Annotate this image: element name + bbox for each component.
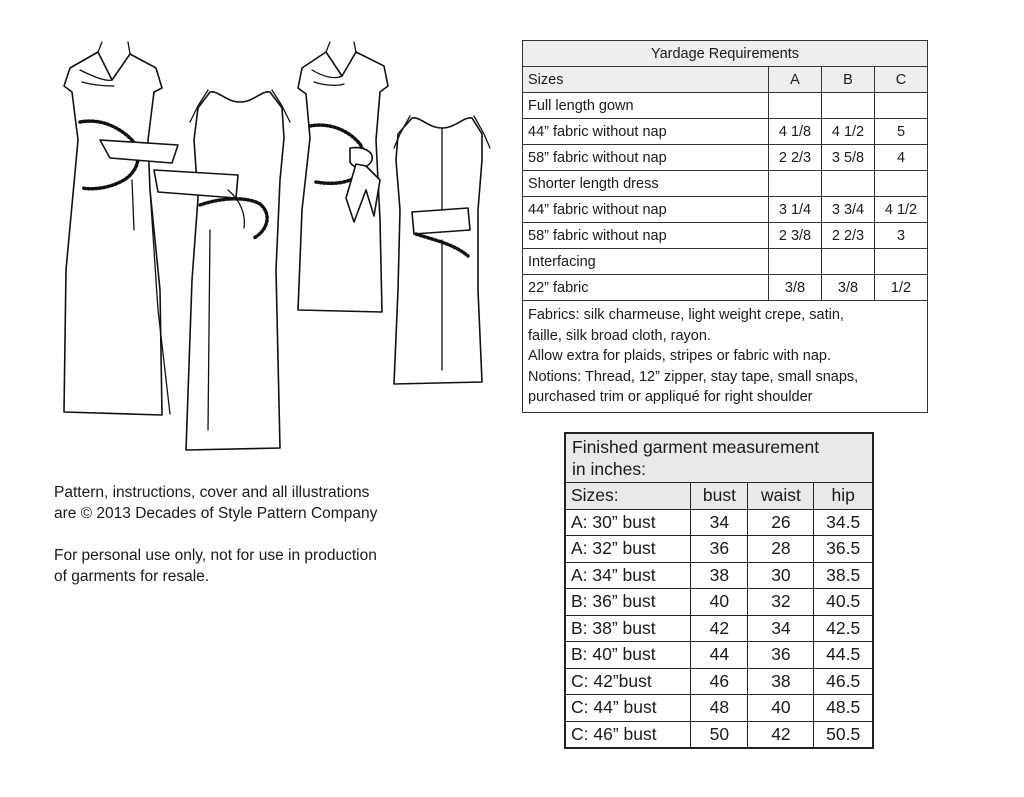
finished-title [565, 433, 873, 483]
finished-title-line: in inches: [572, 459, 646, 479]
finished-row [565, 615, 873, 642]
finished-row [565, 642, 873, 669]
finished-row [565, 509, 873, 536]
yardage-row-label: Full length gown [523, 93, 769, 119]
finished-waist: 32 [748, 589, 814, 616]
yardage-value-a: 2 3/8 [769, 223, 822, 249]
yardage-row [523, 145, 928, 171]
finished-hip: 40.5 [814, 589, 873, 616]
notes-line: Fabrics: silk charmeuse, light weight crepe, satin, [528, 307, 844, 323]
finished-header-bust: bust [691, 483, 748, 510]
finished-waist: 26 [748, 509, 814, 536]
yardage-row-label: Interfacing [523, 249, 769, 275]
finished-row [565, 721, 873, 748]
yardage-row-label: 22” fabric [523, 275, 769, 301]
garment-illustrations [50, 30, 500, 460]
yardage-row-label: 58” fabric without nap [523, 145, 769, 171]
usage-line: For personal use only, not for use in production [54, 547, 377, 564]
yardage-value-b [822, 171, 875, 197]
finished-row [565, 536, 873, 563]
finished-size: A: 32” bust [565, 536, 691, 563]
finished-waist: 38 [748, 668, 814, 695]
finished-size: C: 44” bust [565, 695, 691, 722]
yardage-value-c: 3 [875, 223, 928, 249]
yardage-title: Yardage Requirements [523, 41, 928, 67]
finished-header-row [565, 483, 873, 510]
finished-hip: 38.5 [814, 562, 873, 589]
yardage-header-a: A [769, 67, 822, 93]
yardage-row-label: 44” fabric without nap [523, 197, 769, 223]
yardage-value-b: 3 5/8 [822, 145, 875, 171]
yardage-row [523, 249, 928, 275]
finished-size: C: 46” bust [565, 721, 691, 748]
finished-bust: 38 [691, 562, 748, 589]
yardage-value-c: 4 1/2 [875, 197, 928, 223]
yardage-value-a: 2 2/3 [769, 145, 822, 171]
yardage-row [523, 171, 928, 197]
yardage-requirements-table [522, 40, 928, 413]
finished-waist: 36 [748, 642, 814, 669]
finished-measurements-table [564, 432, 874, 749]
notes-line: Notions: Thread, 12” zipper, stay tape, small snaps, [528, 368, 859, 385]
yardage-value-a [769, 249, 822, 275]
finished-size: B: 38” bust [565, 615, 691, 642]
yardage-row [523, 223, 928, 249]
copyright-line: are © 2013 Decades of Style Pattern Company [54, 505, 378, 522]
finished-header-sizes: Sizes: [565, 483, 691, 510]
yardage-header-row [523, 67, 928, 93]
finished-size: B: 36” bust [565, 589, 691, 616]
yardage-row-label: 58” fabric without nap [523, 223, 769, 249]
yardage-header-b: B [822, 67, 875, 93]
finished-waist: 30 [748, 562, 814, 589]
yardage-value-c [875, 93, 928, 119]
finished-title-line: Finished garment measurement [572, 437, 820, 457]
finished-waist: 40 [748, 695, 814, 722]
yardage-row-label: 44” fabric without nap [523, 119, 769, 145]
finished-header-waist: waist [748, 483, 814, 510]
finished-waist: 42 [748, 721, 814, 748]
finished-hip: 44.5 [814, 642, 873, 669]
finished-hip: 46.5 [814, 668, 873, 695]
finished-hip: 48.5 [814, 695, 873, 722]
yardage-value-a [769, 93, 822, 119]
notes-line: Allow extra for plaids, stripes or fabric with nap. [528, 348, 832, 364]
finished-hip: 36.5 [814, 536, 873, 563]
finished-size: A: 30” bust [565, 509, 691, 536]
finished-bust: 40 [691, 589, 748, 616]
finished-bust: 48 [691, 695, 748, 722]
finished-hip: 42.5 [814, 615, 873, 642]
finished-bust: 34 [691, 509, 748, 536]
yardage-value-c: 4 [875, 145, 928, 171]
yardage-value-a: 3/8 [769, 275, 822, 301]
finished-bust: 46 [691, 668, 748, 695]
yardage-notes [523, 301, 928, 413]
finished-waist: 34 [748, 615, 814, 642]
finished-row [565, 562, 873, 589]
finished-row [565, 695, 873, 722]
finished-waist: 28 [748, 536, 814, 563]
yardage-title-row [523, 41, 928, 67]
yardage-value-a [769, 171, 822, 197]
finished-header-hip: hip [814, 483, 873, 510]
yardage-value-b: 2 2/3 [822, 223, 875, 249]
finished-title-row [565, 433, 873, 483]
finished-hip: 34.5 [814, 509, 873, 536]
yardage-header-sizes: Sizes [523, 67, 769, 93]
yardage-value-b [822, 93, 875, 119]
yardage-value-c [875, 249, 928, 275]
yardage-value-b [822, 249, 875, 275]
yardage-value-b: 3 3/4 [822, 197, 875, 223]
yardage-header-c: C [875, 67, 928, 93]
yardage-row [523, 93, 928, 119]
view-short-dress-back [394, 116, 490, 384]
yardage-value-c: 1/2 [875, 275, 928, 301]
notes-line: purchased trim or appliqué for right shoulder [528, 389, 813, 405]
finished-size: B: 40” bust [565, 642, 691, 669]
notes-line: faille, silk broad cloth, rayon. [528, 327, 711, 344]
yardage-row [523, 119, 928, 145]
yardage-value-c: 5 [875, 119, 928, 145]
copyright-notice [54, 482, 474, 608]
copyright-line: Pattern, instructions, cover and all illustrations [54, 484, 370, 501]
finished-hip: 50.5 [814, 721, 873, 748]
finished-bust: 44 [691, 642, 748, 669]
view-short-dress-front [298, 42, 388, 312]
finished-size: A: 34” bust [565, 562, 691, 589]
yardage-row [523, 197, 928, 223]
view-long-gown-front [64, 42, 178, 415]
yardage-value-a: 3 1/4 [769, 197, 822, 223]
yardage-notes-row [523, 301, 928, 413]
yardage-value-b: 4 1/2 [822, 119, 875, 145]
yardage-value-a: 4 1/8 [769, 119, 822, 145]
finished-bust: 42 [691, 615, 748, 642]
yardage-row [523, 275, 928, 301]
finished-row [565, 589, 873, 616]
finished-bust: 36 [691, 536, 748, 563]
yardage-row-label: Shorter length dress [523, 171, 769, 197]
usage-line: of garments for resale. [54, 568, 210, 585]
yardage-value-b: 3/8 [822, 275, 875, 301]
yardage-value-c [875, 171, 928, 197]
finished-row [565, 668, 873, 695]
finished-size: C: 42”bust [565, 668, 691, 695]
finished-bust: 50 [691, 721, 748, 748]
